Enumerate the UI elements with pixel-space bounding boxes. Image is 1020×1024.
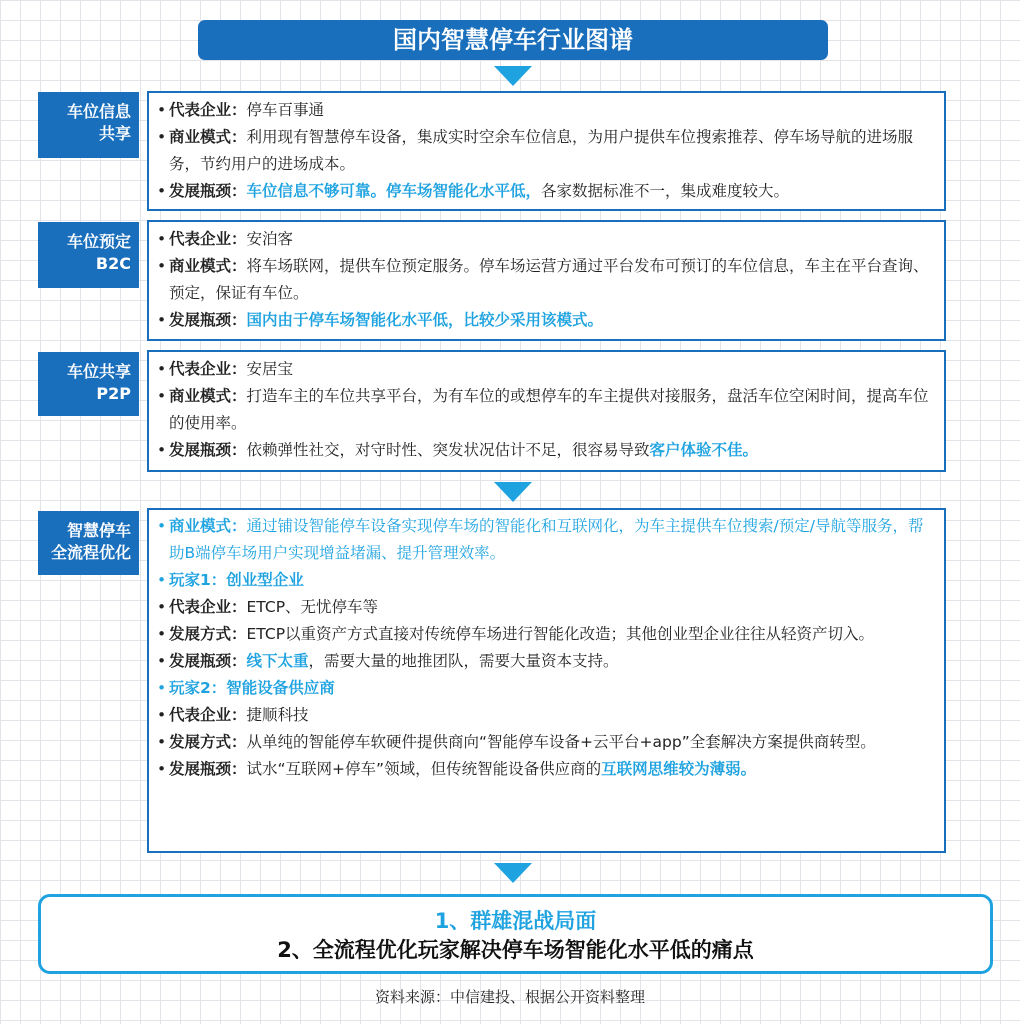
- rep-company-item: [157, 226, 934, 253]
- item-label: 发展瓶颈：: [169, 652, 247, 670]
- section-box-full-process: [147, 508, 946, 853]
- bottleneck-item: [157, 178, 934, 205]
- item-label: 发展瓶颈：: [169, 441, 247, 459]
- item-value: 安居宝: [246, 360, 294, 378]
- highlight-text: 客户体验不佳。: [649, 441, 759, 459]
- tag-line: 车位预定: [66, 232, 131, 251]
- item-value: 利用现有智慧停车设备，集成实时空余车位信息，为用户提供车位搜索推荐、停车场导航的进场服务，节约用户的进场成本。: [169, 128, 914, 173]
- business-model-item: [157, 513, 934, 567]
- bottleneck-item: [157, 648, 934, 675]
- item-label: 代表企业：: [169, 360, 247, 378]
- item-label: 代表企业：: [169, 598, 247, 616]
- item-value: 安泊客: [246, 230, 294, 248]
- item-value: 打造车主的车位共享平台，为有车位的或想停车的车主提供对接服务，盘活车位空闲时间，提高车位的使用率。: [169, 387, 929, 432]
- item-value: ETCP、无忧停车等: [246, 598, 379, 616]
- item-label: 发展瓶颈：: [169, 182, 247, 200]
- item-label: 发展方式：: [169, 733, 247, 751]
- item-label: 商业模式：: [169, 128, 247, 146]
- item-value: 依赖弹性社交，对守时性、突发状况估计不足，很容易导致: [246, 441, 650, 459]
- item-value: 各家数据标准不一，集成难度较大。: [541, 182, 790, 200]
- tag-line: P2P: [96, 384, 131, 403]
- item-value: 捷顺科技: [246, 706, 309, 724]
- down-arrow-icon: [494, 863, 532, 883]
- page-title: 国内智慧停车行业图谱: [198, 20, 828, 60]
- player-title: 玩家2：智能设备供应商: [169, 679, 335, 697]
- player-title: 玩家1：创业型企业: [169, 571, 304, 589]
- business-model-item: [157, 253, 934, 307]
- highlight-text: 互联网思维较为薄弱。: [601, 760, 757, 778]
- tag-line: 智慧停车: [66, 521, 131, 540]
- bottleneck-item: [157, 437, 934, 464]
- section-box-reservation-b2c: [147, 220, 946, 341]
- rep-company-item: [157, 702, 934, 729]
- tag-line: 车位共享: [66, 362, 131, 381]
- tag-line: 车位信息: [66, 102, 131, 121]
- item-label: 商业模式：: [169, 517, 247, 535]
- conclusion-line-1: 1、群雄混战局面: [434, 909, 597, 933]
- item-label: 商业模式：: [169, 257, 247, 275]
- tag-line: B2C: [95, 254, 131, 273]
- conclusion-line-2: 2、全流程优化玩家解决停车场智能化水平低的痛点: [277, 938, 754, 962]
- item-label: 代表企业：: [169, 101, 247, 119]
- section-tag-sharing-p2p: [38, 352, 139, 416]
- tag-line: 共享: [98, 124, 131, 143]
- tag-line: 全流程优化: [50, 543, 131, 562]
- item-value: 停车百事通: [246, 101, 325, 119]
- item-value: 通过铺设智能停车设备实现停车场的智能化和互联网化，为车主提供车位搜索/预定/导航等服务，帮助B端停车场用户实现增益堵漏、提升管理效率。: [169, 517, 924, 562]
- down-arrow-icon: [494, 66, 532, 86]
- item-label: 代表企业：: [169, 706, 247, 724]
- item-value: 从单纯的智能停车软硬件提供商向“智能停车设备+云平台+app”全套解决方案提供商转型。: [246, 733, 876, 751]
- item-value: ，需要大量的地推团队，需要大量资本支持。: [308, 652, 619, 670]
- item-label: 代表企业：: [169, 230, 247, 248]
- down-arrow-icon: [494, 482, 532, 502]
- item-value: 将车场联网，提供车位预定服务。停车场运营方通过平台发布可预订的车位信息，车主在平台查询、预定，保证有车位。: [169, 257, 929, 302]
- rep-company-item: [157, 356, 934, 383]
- item-label: 发展瓶颈：: [169, 311, 247, 329]
- rep-company-item: [157, 97, 934, 124]
- source-note: 资料来源：中信建投、根据公开资料整理: [374, 988, 645, 1006]
- player1-heading: [157, 567, 934, 594]
- business-model-item: [157, 383, 934, 437]
- highlight-text: 线下太重: [246, 652, 309, 670]
- player2-heading: [157, 675, 934, 702]
- rep-company-item: [157, 594, 934, 621]
- section-tag-full-process: [38, 511, 139, 575]
- item-value: 试水“互联网+停车”领域，但传统智能设备供应商的: [246, 760, 602, 778]
- dev-mode-item: [157, 729, 934, 756]
- business-model-item: [157, 124, 934, 178]
- conclusion-box: [38, 894, 993, 974]
- item-label: 发展瓶颈：: [169, 760, 247, 778]
- highlight-text: 国内由于停车场智能化水平低，比较少采用该模式。: [246, 311, 604, 329]
- item-value: ETCP以重资产方式直接对传统停车场进行智能化改造；其他创业型企业往往从轻资产切入。: [246, 625, 875, 643]
- item-label: 商业模式：: [169, 387, 247, 405]
- highlight-text: 车位信息不够可靠。停车场智能化水平低，: [246, 182, 542, 200]
- bottleneck-item: [157, 307, 934, 334]
- section-tag-parking-info-sharing: [38, 92, 139, 158]
- section-box-sharing-p2p: [147, 350, 946, 472]
- bottleneck-item: [157, 756, 934, 783]
- section-box-parking-info-sharing: [147, 91, 946, 211]
- section-tag-reservation-b2c: [38, 222, 139, 288]
- item-label: 发展方式：: [169, 625, 247, 643]
- dev-mode-item: [157, 621, 934, 648]
